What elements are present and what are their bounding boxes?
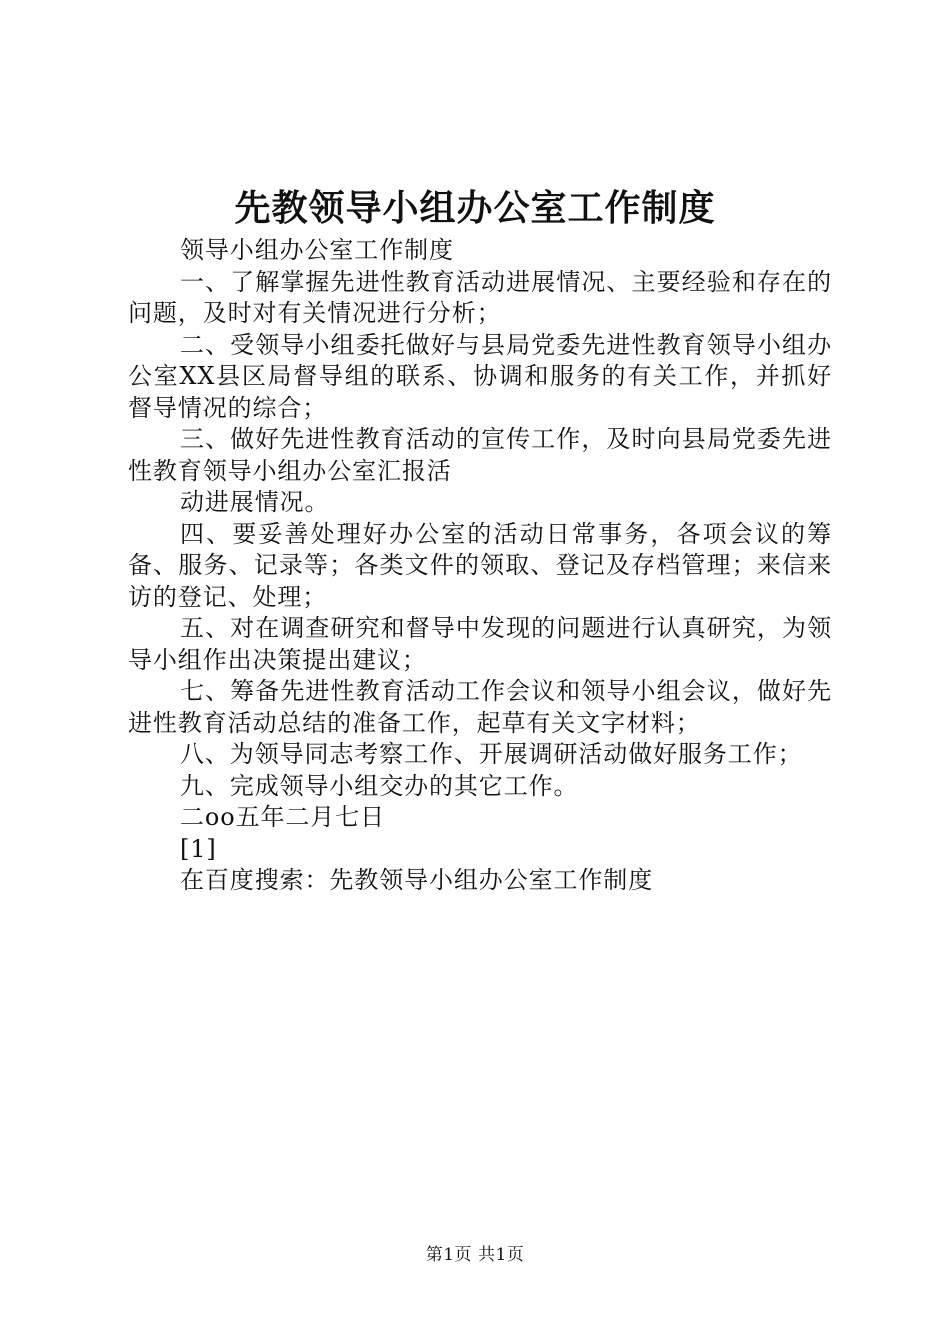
subtitle-paragraph: 领导小组办公室工作制度: [180, 236, 454, 264]
paragraph-item-7: 七、筹备先进性教育活动工作会议和领导小组会议，做好先进性教育活动总结的准备工作，起草有关文字材料；: [128, 677, 832, 737]
paragraph-item-8: 八、为领导同志考察工作、开展调研活动做好服务工作；: [180, 740, 803, 768]
paragraph-item-4: 四、要妥善处理好办公室的活动日常事务，各项会议的筹备、服务、记录等；各类文件的领取、登记及存档管理；来信来访的登记、处理；: [128, 519, 832, 611]
page-number-footer: 第1页 共1页: [425, 1245, 525, 1265]
paragraph-item-1: 一、了解掌握先进性教育活动进展情况、主要经验和存在的问题，及时对有关情况进行分析；: [128, 267, 832, 327]
paragraph-item-3: 三、做好先进性教育活动的宣传工作，及时向县局党委先进性教育领导小组办公室汇报活: [128, 425, 832, 485]
document-date: 二oo五年二月七日: [180, 803, 385, 831]
document-body: [128, 235, 832, 897]
paragraph-item-2: 二、受领导小组委托做好与县局党委先进性教育领导小组办公室XX县区局督导组的联系、协调和服务的有关工作，并抓好督导情况的综合；: [128, 330, 832, 422]
paragraph-item-9: 九、完成领导小组交办的其它工作。: [180, 771, 579, 800]
paragraph-item-3-continued: 动进展情况。: [180, 488, 330, 516]
document-title: 先教领导小组办公室工作制度: [234, 187, 716, 229]
paragraph-item-5: 五、对在调查研究和督导中发现的问题进行认真研究，为领导小组作出决策提出建议；: [128, 614, 832, 674]
reference-marker: [1]: [180, 834, 217, 863]
search-hint: 在百度搜索：先教领导小组办公室工作制度: [180, 866, 654, 894]
